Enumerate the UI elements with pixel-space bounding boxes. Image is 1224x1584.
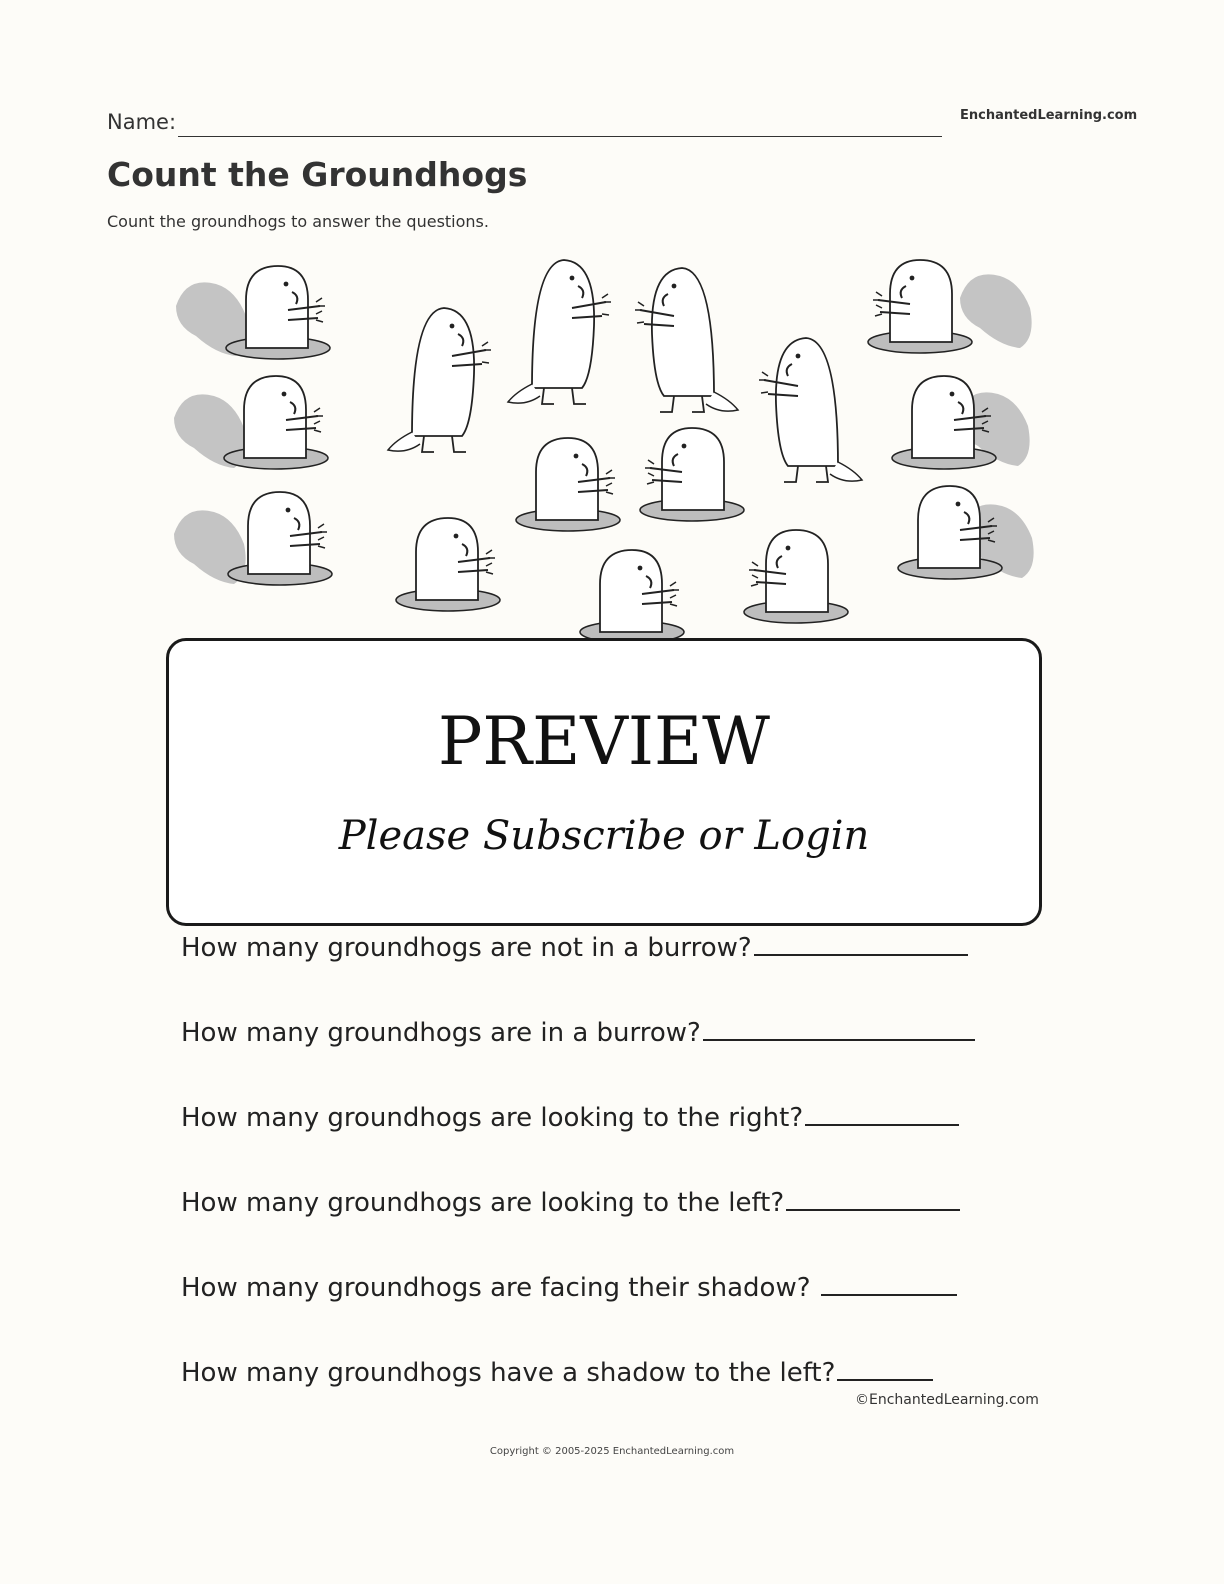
question-item (181, 1353, 933, 1388)
illustration-copyright: ©EnchantedLearning.com (855, 1392, 1039, 1408)
question-text: How many groundhogs are looking to the left? (181, 1188, 785, 1218)
footer-copyright: Copyright © 2005-2025 EnchantedLearning.com (489, 1446, 735, 1457)
preview-overlay[interactable] (166, 638, 1042, 926)
question-text: How many groundhogs are not in a burrow? (181, 933, 752, 963)
question-text: How many groundhogs have a shadow to the left? (181, 1358, 836, 1388)
answer-blank[interactable] (786, 1183, 960, 1211)
answer-blank[interactable] (805, 1098, 959, 1126)
answer-blank[interactable] (837, 1353, 933, 1381)
answer-blank[interactable] (703, 1013, 975, 1041)
name-label: Name: (107, 110, 177, 134)
question-item (181, 1098, 959, 1133)
page-title: Count the Groundhogs (107, 155, 528, 194)
preview-subtitle[interactable]: Please Subscribe or Login (338, 813, 870, 859)
groundhog-illustration (160, 248, 1050, 643)
answer-blank[interactable] (821, 1268, 957, 1296)
question-item (181, 1268, 957, 1303)
question-text: How many groundhogs are looking to the right? (181, 1103, 804, 1133)
answer-blank[interactable] (754, 928, 968, 956)
instructions: Count the groundhogs to answer the questions. (107, 212, 489, 231)
question-text: How many groundhogs are in a burrow? (181, 1018, 701, 1048)
question-item (181, 1013, 975, 1048)
preview-title: PREVIEW (437, 703, 771, 780)
question-text: How many groundhogs are facing their shadow? (181, 1273, 811, 1303)
question-item (181, 928, 968, 963)
name-line[interactable] (178, 136, 942, 137)
site-brand: EnchantedLearning.com (960, 108, 1138, 123)
question-item (181, 1183, 960, 1218)
